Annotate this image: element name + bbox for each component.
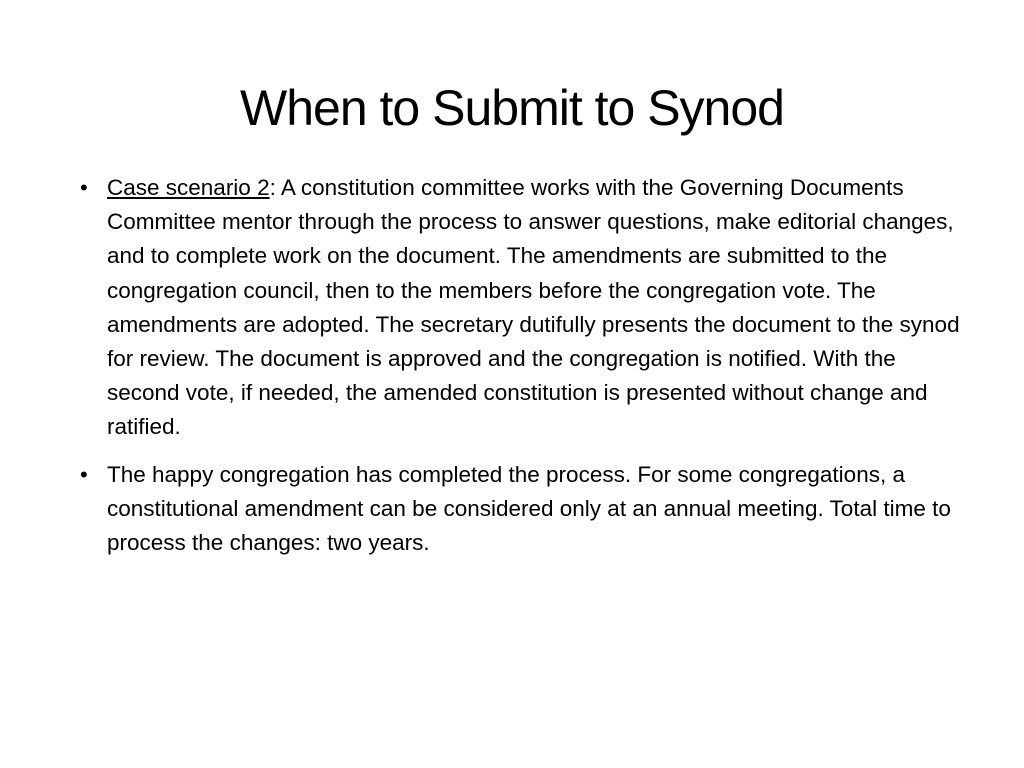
bullet-text: A constitution committee works with the Governing Documents Committee mentor through the process to answer questions, make editorial changes, and to complete work on the document. The amendments are submitted to the congregation council, then to the members before the congregation vote. The amendments are adopted. The secretary dutifully presents the document to the synod for review. The document is approved and the congregation is notified. With the second vote, if needed, the amended constitution is presented without change and ratified. (107, 175, 960, 440)
bullet-item-summary (80, 458, 960, 561)
bullet-icon: • (80, 461, 88, 487)
slide-title: When to Submit to Synod (240, 80, 784, 136)
bullet-text: The happy congregation has completed the process. For some congregations, a constitutional amendment can be considered only at an annual meeting. Total time to process the changes: two years. (107, 461, 951, 556)
bullet-item-case-scenario (80, 171, 960, 445)
case-scenario-label: Case scenario 2 (107, 175, 270, 200)
bullet-list (80, 171, 960, 573)
label-separator: : (269, 175, 276, 200)
bullet-icon: • (80, 175, 88, 200)
